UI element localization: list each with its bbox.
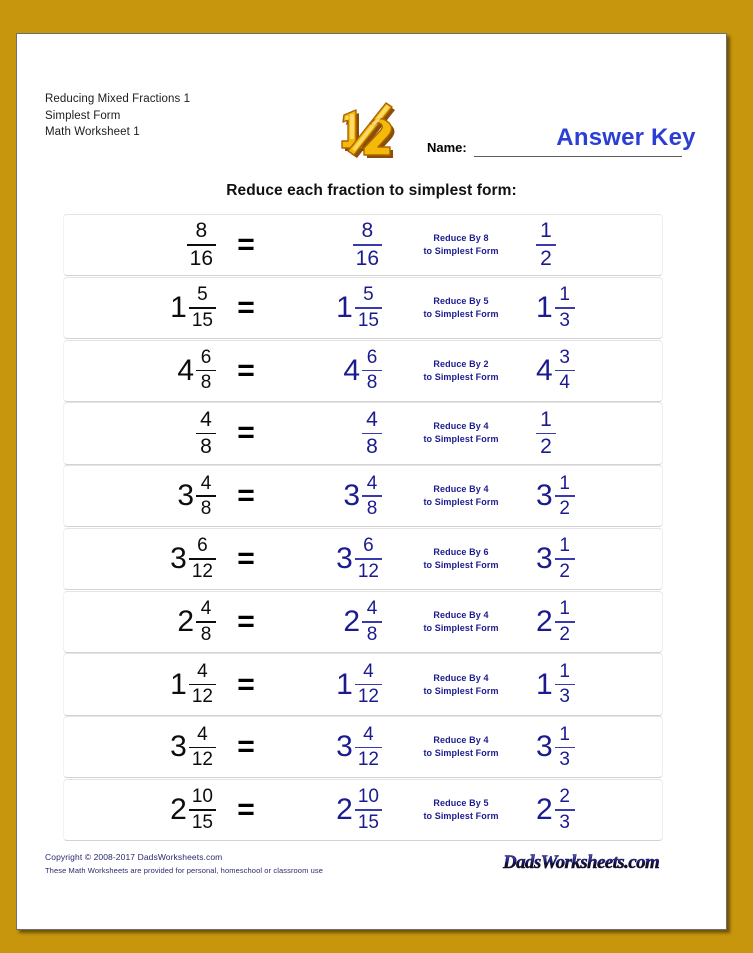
- problem-expression: [104, 215, 216, 275]
- denominator: 12: [191, 749, 213, 771]
- reduce-note-text: [423, 797, 498, 823]
- fraction: [536, 409, 556, 459]
- problem-fraction: [170, 536, 216, 581]
- problem-expression: [104, 341, 216, 401]
- fraction-bar: [362, 495, 382, 497]
- denominator: 8: [200, 497, 212, 519]
- fraction-bar: [555, 684, 575, 686]
- answer-fraction: [536, 348, 575, 393]
- denominator: 4: [559, 372, 570, 394]
- usage-line: These Math Worksheets are provided for personal, homeschool or classroom use: [45, 866, 324, 875]
- answer-fraction: [536, 474, 575, 519]
- fraction: [362, 409, 382, 459]
- denominator: 8: [366, 623, 378, 645]
- denominator: 8: [200, 372, 212, 394]
- denominator: 3: [559, 749, 570, 771]
- problem-expression: [104, 654, 216, 714]
- work-expression[interactable]: [272, 466, 382, 526]
- problem-fraction: [177, 474, 216, 519]
- reduce-note-text: [423, 734, 498, 760]
- work-expression[interactable]: [272, 592, 382, 652]
- problem-row: [63, 340, 663, 402]
- fraction: [196, 599, 216, 644]
- whole-number: 2: [336, 793, 353, 827]
- reduce-note-line-1: Reduce By 4: [433, 484, 489, 495]
- denominator: 12: [191, 686, 213, 708]
- fraction-bar: [362, 621, 382, 623]
- reduce-note-line-1: Reduce By 4: [433, 609, 489, 620]
- denominator: 8: [366, 497, 378, 519]
- whole-number: 3: [343, 479, 360, 513]
- fraction: [189, 285, 216, 330]
- fraction: [555, 348, 575, 393]
- numerator: 4: [363, 660, 374, 682]
- problem-row: [63, 465, 663, 527]
- worksheet-footer: [45, 851, 685, 891]
- problem-row: [63, 528, 663, 590]
- instruction-text: Reduce each fraction to simplest form:: [226, 182, 517, 199]
- fraction-bar: [189, 684, 216, 686]
- fraction: [555, 536, 575, 581]
- fraction-bar: [355, 747, 382, 749]
- whole-number: 2: [170, 793, 187, 827]
- equals-cell: [226, 780, 266, 840]
- reduce-note-line-1: Reduce By 2: [433, 358, 489, 369]
- fraction-bar: [187, 244, 216, 246]
- fraction-bar: [555, 621, 575, 623]
- work-fraction: [336, 725, 382, 770]
- fraction: [355, 285, 382, 330]
- fraction: [555, 599, 575, 644]
- whole-number: 3: [170, 542, 187, 575]
- numerator: 5: [363, 284, 374, 306]
- fraction-bar: [196, 495, 216, 497]
- whole-number: 3: [177, 479, 194, 513]
- name-input-line[interactable]: [474, 124, 696, 157]
- denominator: 8: [366, 435, 378, 459]
- work-fraction: [336, 787, 382, 832]
- numerator: 6: [197, 535, 208, 557]
- reduce-note-line-2: to Simplest Form: [423, 246, 499, 257]
- work-fraction: [353, 220, 382, 270]
- fraction: [189, 787, 216, 832]
- name-label: Name:: [427, 140, 467, 155]
- denominator: 2: [540, 246, 552, 270]
- denominator: 3: [559, 309, 570, 331]
- numerator: 4: [366, 598, 378, 620]
- numerator: 8: [195, 219, 208, 243]
- whole-number: 1: [170, 290, 187, 324]
- equals-cell: [226, 215, 266, 275]
- reduce-note: [394, 654, 528, 714]
- whole-number: 4: [177, 353, 194, 387]
- work-expression[interactable]: [272, 717, 382, 777]
- worksheet-header: [17, 34, 726, 155]
- equals-sign: =: [237, 730, 255, 764]
- answer-expression[interactable]: [536, 215, 646, 275]
- problem-fraction: [196, 409, 216, 459]
- numerator: 1: [540, 407, 552, 431]
- fraction: [189, 536, 216, 581]
- numerator: 4: [200, 407, 212, 431]
- work-fraction: [343, 348, 382, 393]
- denominator: 8: [200, 623, 212, 645]
- reduce-note-text: [423, 483, 498, 509]
- fraction: [555, 662, 575, 707]
- reduce-note-line-2: to Simplest Form: [423, 685, 499, 696]
- whole-number: 4: [536, 353, 553, 387]
- whole-number: 3: [536, 730, 553, 764]
- answer-expression[interactable]: [536, 717, 646, 777]
- whole-number: 2: [536, 604, 553, 638]
- fraction: [555, 725, 575, 770]
- denominator: 15: [357, 309, 379, 331]
- title-line-1: Reducing Mixed Fractions 1: [45, 93, 191, 105]
- fraction-bar: [362, 433, 382, 435]
- reduce-note-text: [423, 358, 498, 384]
- fraction-bar: [353, 244, 382, 246]
- reduce-note-text: [423, 672, 498, 698]
- reduce-note-line-2: to Simplest Form: [423, 748, 499, 759]
- problem-expression: [104, 466, 216, 526]
- denominator: 3: [559, 686, 570, 708]
- denominator: 12: [191, 560, 213, 582]
- answer-expression[interactable]: [536, 780, 646, 840]
- fraction-bar: [189, 747, 216, 749]
- numerator: 3: [559, 346, 570, 368]
- reduce-note: [394, 592, 528, 652]
- work-fraction: [362, 409, 382, 459]
- reduce-note-line-1: Reduce By 4: [433, 735, 489, 746]
- fraction: [196, 348, 216, 393]
- whole-number: 2: [536, 793, 553, 827]
- numerator: 4: [197, 723, 208, 745]
- numerator: 1: [540, 219, 552, 243]
- answer-fraction: [536, 662, 575, 707]
- fraction: [355, 536, 382, 581]
- reduce-note-line-2: to Simplest Form: [423, 308, 499, 319]
- fraction: [187, 220, 216, 270]
- problem-row: [63, 591, 663, 653]
- fraction-bar: [189, 809, 216, 811]
- numerator: 2: [559, 786, 570, 808]
- fraction-bar: [196, 433, 216, 435]
- problem-expression: [104, 529, 216, 589]
- numerator: 1: [559, 598, 570, 620]
- equals-cell: [226, 341, 266, 401]
- whole-number: 1: [170, 667, 187, 701]
- fraction: [189, 662, 216, 707]
- numerator: 6: [200, 346, 212, 368]
- problem-row: [63, 277, 663, 339]
- whole-number: 3: [336, 730, 353, 764]
- whole-number: 3: [336, 542, 353, 575]
- numerator: 4: [200, 598, 212, 620]
- fraction-bar: [355, 809, 382, 811]
- work-expression[interactable]: [272, 215, 382, 275]
- numerator: 5: [197, 284, 208, 306]
- denominator: 12: [357, 686, 379, 708]
- problem-fraction: [170, 285, 216, 330]
- dadsworksheets-logo-icon: [501, 849, 677, 875]
- fraction: [555, 285, 575, 330]
- reduce-note: [394, 717, 528, 777]
- worksheet-page: [16, 33, 727, 930]
- fraction: [355, 787, 382, 832]
- denominator: 15: [191, 309, 213, 331]
- problem-fraction: [177, 599, 216, 644]
- work-fraction: [336, 662, 382, 707]
- equals-sign: =: [237, 479, 255, 513]
- fraction-bar: [555, 809, 575, 811]
- denominator: 2: [540, 435, 552, 459]
- reduce-note-line-1: Reduce By 5: [433, 295, 489, 306]
- fraction-bar: [189, 558, 216, 560]
- denominator: 8: [366, 372, 378, 394]
- equals-cell: [226, 466, 266, 526]
- reduce-note: [394, 403, 528, 463]
- numerator: 10: [191, 786, 213, 808]
- work-expression[interactable]: [272, 780, 382, 840]
- problem-row: [63, 716, 663, 778]
- copyright-block: [45, 851, 323, 877]
- fraction: [362, 599, 382, 644]
- numerator: 4: [366, 472, 378, 494]
- fraction: [555, 787, 575, 832]
- reduce-note-text: [423, 420, 498, 446]
- whole-number: 3: [536, 542, 553, 575]
- equals-sign: =: [237, 290, 255, 324]
- work-fraction: [336, 536, 382, 581]
- problem-fraction: [170, 725, 216, 770]
- title-line-3: Math Worksheet 1: [45, 126, 140, 138]
- denominator: 12: [357, 560, 379, 582]
- copyright-line: Copyright © 2008-2017 DadsWorksheets.com: [45, 852, 223, 862]
- equals-sign: =: [237, 416, 255, 450]
- equals-sign: =: [237, 542, 255, 575]
- denominator: 8: [200, 435, 212, 459]
- denominator: 15: [357, 811, 379, 833]
- whole-number: 4: [343, 353, 360, 387]
- denominator: 2: [559, 623, 570, 645]
- reduce-note-line-1: Reduce By 6: [433, 547, 489, 557]
- equals-cell: [226, 592, 266, 652]
- denominator: 15: [191, 811, 213, 833]
- fraction: [555, 474, 575, 519]
- problem-expression: [104, 780, 216, 840]
- answer-expression[interactable]: [536, 466, 646, 526]
- fraction-bar: [355, 558, 382, 560]
- numerator: 4: [197, 660, 208, 682]
- worksheet-title-block: [45, 91, 190, 141]
- half-fraction-logo-icon: [333, 94, 405, 166]
- work-fraction: [343, 474, 382, 519]
- fraction-bar: [555, 747, 575, 749]
- problem-row: [63, 214, 663, 276]
- reduce-note-line-2: to Simplest Form: [423, 434, 499, 445]
- problem-row: [63, 653, 663, 715]
- denominator: 16: [355, 246, 379, 270]
- reduce-note-text: [423, 609, 498, 635]
- answer-expression[interactable]: [536, 654, 646, 714]
- numerator: 4: [366, 407, 378, 431]
- name-row: [427, 124, 696, 162]
- numerator: 1: [559, 660, 570, 682]
- fraction: [536, 220, 556, 270]
- reduce-note-text: [423, 232, 498, 258]
- answer-expression[interactable]: [536, 341, 646, 401]
- reduce-note-line-1: Reduce By 8: [433, 233, 489, 244]
- answer-expression[interactable]: [536, 592, 646, 652]
- denominator: 16: [189, 246, 213, 270]
- numerator: 6: [363, 535, 374, 557]
- equals-cell: [226, 529, 266, 589]
- numerator: 1: [559, 723, 570, 745]
- denominator: 2: [559, 560, 570, 582]
- work-expression[interactable]: [272, 529, 382, 589]
- reduce-note: [394, 466, 528, 526]
- problem-fraction: [170, 787, 216, 832]
- work-fraction: [343, 599, 382, 644]
- numerator: 8: [361, 219, 374, 243]
- work-fraction: [336, 285, 382, 330]
- problem-expression: [104, 592, 216, 652]
- reduce-note: [394, 278, 528, 338]
- denominator: 12: [357, 749, 379, 771]
- numerator: 10: [357, 786, 379, 808]
- whole-number: 2: [177, 604, 194, 638]
- answer-fraction: [536, 725, 575, 770]
- answer-fraction: [536, 536, 575, 581]
- fraction: [196, 474, 216, 519]
- work-expression[interactable]: [272, 654, 382, 714]
- reduce-note: [394, 780, 528, 840]
- reduce-note: [394, 341, 528, 401]
- reduce-note-text: [423, 546, 498, 572]
- reduce-note-line-2: to Simplest Form: [423, 811, 499, 822]
- denominator: 2: [559, 497, 570, 519]
- reduce-note-line-1: Reduce By 5: [433, 798, 489, 809]
- whole-number: 1: [336, 290, 353, 324]
- problem-row: [63, 402, 663, 464]
- reduce-note-line-1: Reduce By 4: [433, 421, 489, 432]
- problem-fraction: [187, 220, 216, 270]
- answer-expression[interactable]: [536, 278, 646, 338]
- equals-sign: =: [237, 667, 255, 701]
- fraction: [355, 725, 382, 770]
- equals-sign: =: [237, 793, 255, 827]
- numerator: 1: [559, 472, 570, 494]
- equals-cell: [226, 654, 266, 714]
- svg-text:DadsWorksheets.com: DadsWorksheets.com: [503, 852, 660, 873]
- answer-fraction: [536, 599, 575, 644]
- answer-fraction: [536, 787, 575, 832]
- answer-expression[interactable]: [536, 529, 646, 589]
- reduce-note: [394, 215, 528, 275]
- problem-list: [63, 214, 663, 842]
- whole-number: 1: [536, 667, 553, 701]
- answer-fraction: [536, 220, 556, 270]
- whole-number: 1: [336, 667, 353, 701]
- answer-fraction: [536, 285, 575, 330]
- reduce-note: [394, 529, 528, 589]
- equals-cell: [226, 717, 266, 777]
- fraction-bar: [555, 495, 575, 497]
- denominator: 3: [559, 811, 570, 833]
- work-expression[interactable]: [272, 278, 382, 338]
- fraction: [189, 725, 216, 770]
- problem-expression: [104, 278, 216, 338]
- fraction-bar: [196, 621, 216, 623]
- equals-sign: =: [237, 353, 255, 387]
- fraction: [362, 474, 382, 519]
- title-line-2: Simplest Form: [45, 109, 121, 122]
- equals-sign: =: [237, 228, 255, 262]
- fraction-bar: [189, 307, 216, 309]
- problem-row: [63, 779, 663, 841]
- problem-expression: [104, 717, 216, 777]
- answer-key-text: Answer Key: [556, 124, 696, 151]
- problem-expression: [104, 403, 216, 463]
- reduce-note-line-2: to Simplest Form: [423, 371, 499, 382]
- answer-expression[interactable]: [536, 403, 646, 463]
- reduce-note-line-2: to Simplest Form: [423, 622, 499, 633]
- numerator: 1: [559, 284, 570, 306]
- equals-sign: =: [237, 604, 255, 638]
- fraction-bar: [536, 244, 556, 246]
- numerator: 4: [200, 472, 212, 494]
- whole-number: 1: [536, 290, 553, 324]
- fraction-bar: [355, 684, 382, 686]
- fraction: [353, 220, 382, 270]
- reduce-note-text: [423, 295, 498, 321]
- fraction: [196, 409, 216, 459]
- equals-cell: [226, 278, 266, 338]
- fraction-bar: [196, 370, 216, 372]
- numerator: 1: [559, 535, 570, 557]
- problem-fraction: [177, 348, 216, 393]
- fraction-bar: [555, 370, 575, 372]
- whole-number: 3: [536, 479, 553, 513]
- fraction-bar: [355, 307, 382, 309]
- work-expression[interactable]: [272, 341, 382, 401]
- numerator: 4: [363, 723, 374, 745]
- equals-cell: [226, 403, 266, 463]
- problem-fraction: [170, 662, 216, 707]
- reduce-note-line-2: to Simplest Form: [423, 560, 499, 570]
- fraction: [362, 348, 382, 393]
- fraction-bar: [555, 558, 575, 560]
- answer-fraction: [536, 409, 556, 459]
- fraction: [355, 662, 382, 707]
- reduce-note-line-2: to Simplest Form: [423, 497, 499, 508]
- whole-number: 2: [343, 604, 360, 638]
- reduce-note-line-1: Reduce By 4: [433, 672, 489, 683]
- fraction-bar: [555, 307, 575, 309]
- whole-number: 3: [170, 730, 187, 764]
- fraction-bar: [536, 433, 556, 435]
- numerator: 6: [366, 346, 378, 368]
- fraction-bar: [362, 370, 382, 372]
- work-expression[interactable]: [272, 403, 382, 463]
